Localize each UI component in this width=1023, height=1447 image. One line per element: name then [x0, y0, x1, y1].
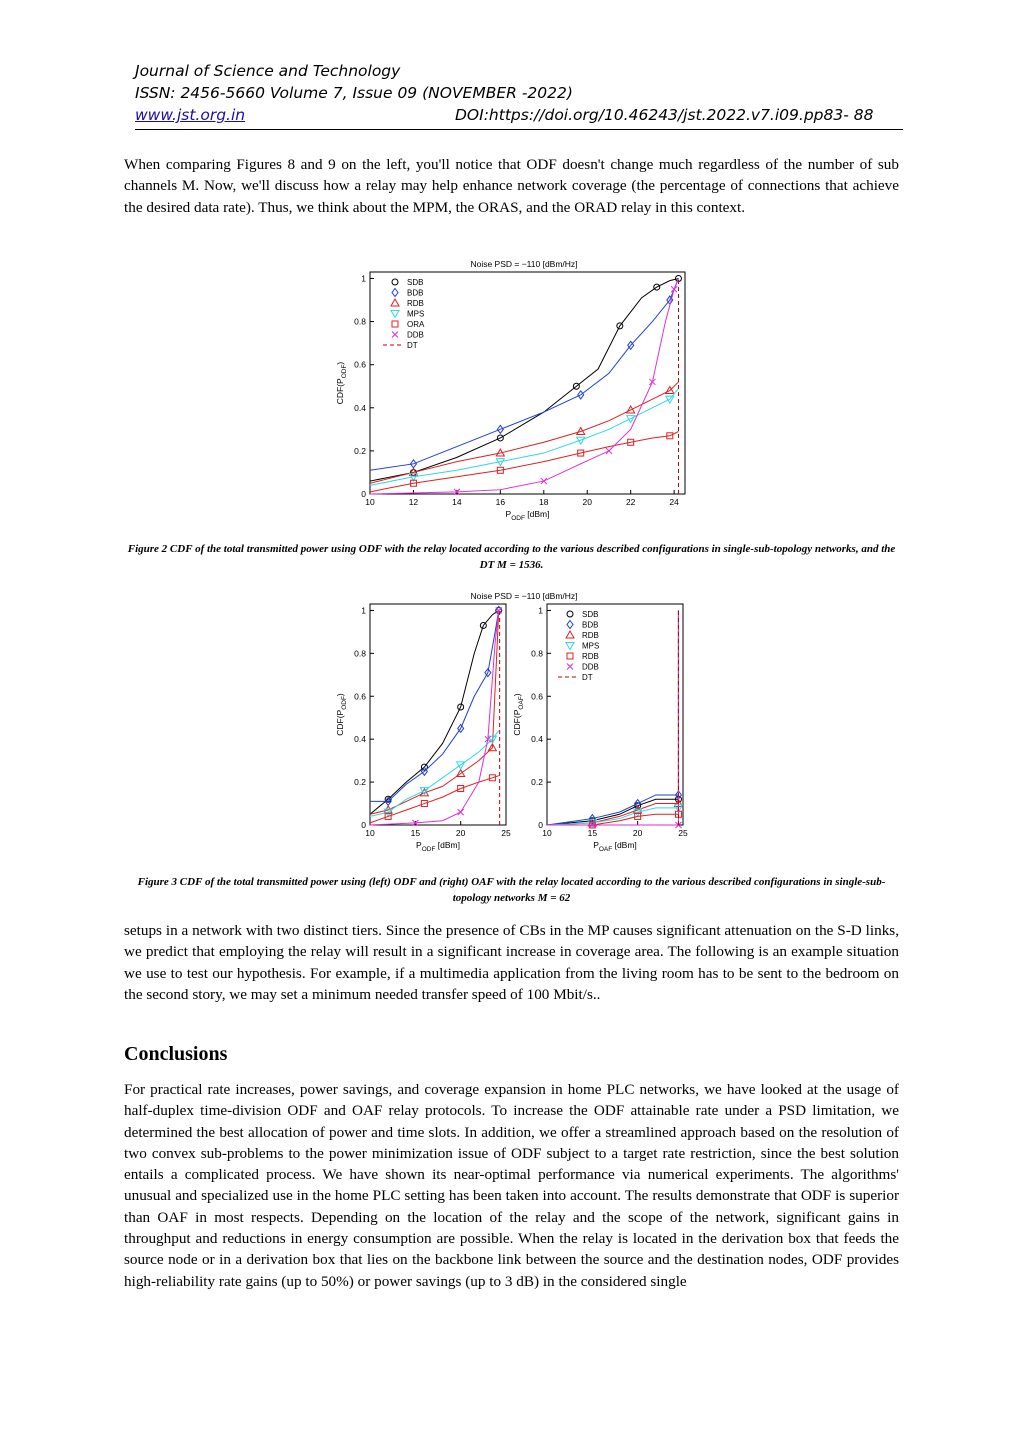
- fig2-legend-label: ORA: [407, 320, 425, 329]
- fig3-right-legend-label: MPS: [582, 641, 600, 651]
- fig3-left-axes-frame: [370, 604, 506, 825]
- fig2-legend-label: SDB: [407, 278, 424, 287]
- fig2-xtick-label: 16: [495, 497, 506, 507]
- fig2-legend-label: RDB: [407, 299, 424, 308]
- fig2-xtick-label: 20: [582, 497, 592, 507]
- fig3-left-ylabel: $CDF(P_{ODF})$: [335, 693, 348, 736]
- fig3-right-ytick-label: 0.8: [531, 648, 543, 659]
- fig2-xtick-label: 18: [539, 497, 549, 507]
- fig3-right-xtick-label: 15: [587, 828, 598, 838]
- fig3-left-ytick-label: 0: [361, 820, 366, 830]
- fig3-left-xtick-label: 25: [501, 828, 511, 838]
- fig3-right-ytick-label: 0: [538, 820, 543, 830]
- fig2-panel: [335, 259, 685, 522]
- fig3-right-ytick-label: 1: [538, 605, 543, 616]
- journal-title: Journal of Science and Technology: [135, 62, 401, 80]
- intro-paragraph: When comparing Figures 8 and 9 on the left, you'll notice that ODF doesn't change much regardless of the number of sub channels M. Now, we'll discuss how a relay may help enhance network coverage (the percentage of connections that achieve the desired data rate). Thus, we think about the MPM, the ORAS, and the ORAD relay in this context.: [124, 156, 899, 216]
- issn-line: ISSN: 2456-5660 Volume 7, Issue 09 (NOVEMBER -2022): [135, 84, 573, 102]
- conclusions-paragraph: For practical rate increases, power savings, and coverage expansion in home PLC networks, we have looked at the usage of half-duplex time-division ODF and OAF relay protocols. To increase the ODF attainable rate under a PSD limitation, we determined the best allocation of power and time slots. In addition, we offer a streamlined approach based on the resolution of two convex sub-problems to the power minimization issue of ODF subject to a target rate restriction, since the best solution entails a complicated process. We have shown its near-optimal performance via numerical experiments. The algorithms' unusual and specialized use in the home PLC setting has been taken into account. The results demonstrate that ODF is superior than OAF in most respects. Depending on the location of the relay and the scope of the network, significant gains in throughput and reductions in energy consumption are possible. When the relay is located in the derivation box that feeds the source node or in a derivation box that lies on the backbone link between the source and the destination nodes, ODF provides high-reliability rate gains (up to 50%) or power savings (up to 3 dB) in the considered single: [124, 1081, 899, 1290]
- fig3-right-legend-label: DDB: [582, 662, 599, 672]
- fig3-right-legend-label: RDB: [582, 631, 599, 640]
- fig3-left-ytick-label: 1: [361, 605, 366, 616]
- figure-3-caption: Figure 3 CDF of the total transmitted power using (left) ODF and (right) OAF with the relay located according to the various described configurations in single-sub-topology networks M = 62: [137, 876, 886, 904]
- doi-text: DOI:https://doi.org/10.46243/jst.2022.v7.i09.pp83- 88: [455, 106, 874, 124]
- fig3-right-xtick-label: 10: [542, 828, 552, 838]
- fig3-right-ytick-label: 0.2: [531, 777, 543, 788]
- fig2-xtick-label: 22: [625, 497, 636, 507]
- fig3-right-xlabel: $P_{OAF}$ [dBm]: [593, 840, 637, 853]
- fig3-right-ytick-label: 0.6: [531, 691, 543, 702]
- section-heading-conclusions: Conclusions: [124, 1043, 228, 1065]
- fig3-right-xtick-label: 20: [632, 828, 643, 838]
- fig2-xtick-label: 14: [452, 497, 462, 507]
- fig2-ytick-label: 0.8: [354, 316, 366, 327]
- header-divider: [135, 129, 903, 130]
- fig3-left-ytick-label: 0.2: [354, 777, 366, 788]
- fig2-ylabel: $CDF(P_{ODF})$: [335, 361, 348, 405]
- fig2-ytick-label: 0: [361, 489, 366, 499]
- website-link[interactable]: www.jst.org.in: [135, 106, 246, 124]
- fig3-left-xtick-label: 10: [365, 828, 375, 838]
- fig3-left-ytick-label: 0.6: [354, 691, 366, 702]
- fig2-legend-label: MPS: [407, 309, 425, 319]
- figure-3-chart: [332, 589, 712, 859]
- fig3-left-xtick-label: 20: [455, 828, 466, 838]
- fig3-right-ytick-label: 0.4: [531, 734, 543, 745]
- fig2-ytick-label: 0.4: [354, 402, 366, 413]
- fig3-right-legend-label: RDB: [582, 652, 599, 661]
- figure-2-caption: Figure 2 CDF of the total transmitted power using ODF with the relay located according to the various described configurations in single-sub-topology networks, and the DT M = 1536.: [127, 543, 896, 571]
- journal-header: [135, 60, 903, 126]
- fig2-legend-label: DDB: [407, 330, 424, 340]
- fig3-left-ytick-label: 0.8: [354, 648, 366, 659]
- fig3-right-panel: [512, 604, 688, 853]
- fig3-right-ylabel: $CDF(P_{OAF})$: [512, 693, 525, 736]
- results-paragraph: setups in a network with two distinct tiers. Since the presence of CBs in the MP causes significant attenuation on the S-D links, we predict that employing the relay will result in a significant increase in coverage area. The following is an example situation we use to test our hypothesis. For example, if a multimedia application from the living room has to be sent to the bedroom on the second story, we may set a minimum needed transfer speed of 100 Mbit/s..: [124, 922, 899, 1003]
- fig3-right-legend-label: BDB: [582, 620, 599, 630]
- fig2-xtick-label: 24: [669, 497, 679, 507]
- fig3-left-xlabel: $P_{ODF}$ [dBm]: [416, 840, 460, 853]
- fig2-ytick-label: 0.2: [354, 445, 366, 456]
- fig2-ytick-label: 1: [361, 273, 366, 284]
- fig3-right-xtick-label: 25: [678, 828, 688, 838]
- fig3-left-title: Noise PSD = −110 [dBm/Hz]: [470, 591, 578, 601]
- fig2-ytick-label: 0.6: [354, 359, 366, 370]
- fig2-xtick-label: 10: [365, 497, 375, 507]
- fig3-right-legend-label: SDB: [582, 610, 599, 619]
- fig3-left-panel: [335, 591, 578, 853]
- figure-2-chart: [332, 252, 707, 530]
- fig3-right-legend-label: DT: [582, 673, 593, 682]
- fig2-legend-label: BDB: [407, 288, 424, 298]
- fig2-xlabel: $P_{ODF}$ [dBm]: [505, 509, 550, 522]
- fig3-right-axes-frame: [547, 604, 683, 825]
- fig2-xtick-label: 12: [408, 497, 419, 507]
- fig2-legend-label: DT: [407, 341, 418, 350]
- fig3-left-xtick-label: 15: [410, 828, 421, 838]
- fig3-left-ytick-label: 0.4: [354, 734, 366, 745]
- fig2-title: Noise PSD = −110 [dBm/Hz]: [470, 259, 578, 269]
